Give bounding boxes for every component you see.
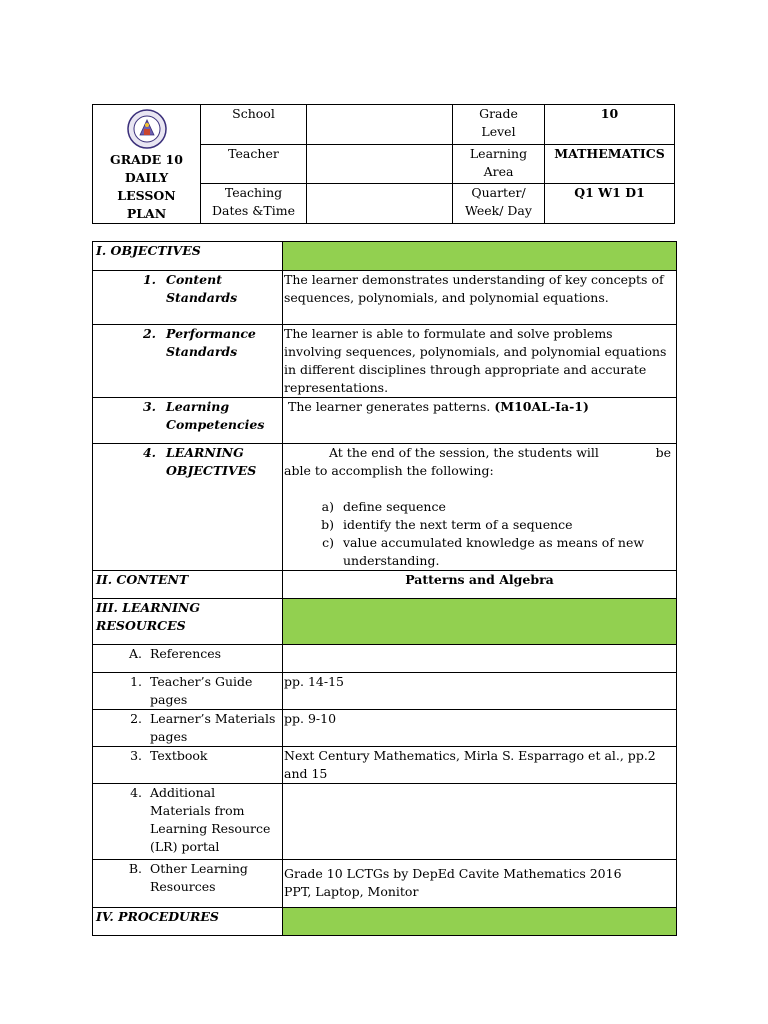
learning-competencies-row [93, 398, 677, 444]
performance-standards-label: 2. Performance Standards [142, 326, 256, 359]
quarter-label: Quarter/ Week/ Day [453, 184, 545, 224]
deped-seal-icon [127, 109, 167, 149]
resources-row [93, 599, 677, 645]
lm-label: 2. Learner’s Materials pages [130, 711, 276, 744]
dates-field[interactable] [307, 184, 453, 224]
title-cell [93, 105, 201, 224]
additional-row [93, 784, 677, 860]
objectives-row [93, 242, 677, 271]
resources-fill [283, 599, 677, 645]
lm-value: pp. 9-10 [283, 710, 677, 747]
title-line-2: DAILY [124, 170, 169, 185]
list-item: a) define sequence [321, 499, 446, 514]
other-resources-value: Grade 10 LCTGs by DepEd Cavite Mathematics 2016 PPT, Laptop, Monitor [283, 860, 677, 908]
content-standards-text: The learner demonstrates understanding of key concepts of sequences, polynomials, and polynomial equations. [283, 271, 677, 325]
performance-standards-row [93, 325, 677, 398]
grade-value: 10 [545, 105, 675, 145]
content-value: Patterns and Algebra [283, 571, 677, 599]
procedures-heading: IV. PROCEDURES [93, 908, 283, 936]
additional-label: 4. Additional Materials from Learning Resource (LR) portal [130, 785, 271, 854]
tg-label: 1. Teacher’s Guide pages [130, 674, 253, 707]
learning-objectives-row [93, 444, 677, 571]
content-standards-row [93, 271, 677, 325]
other-resources-row [93, 860, 677, 908]
other-resources-label: B. Other Learning Resources [128, 861, 248, 894]
objectives-list [284, 498, 673, 570]
tg-value: pp. 14-15 [283, 673, 677, 710]
title-line-3: LESSON [117, 188, 176, 203]
procedures-row [93, 908, 677, 936]
resources-heading: III. LEARNING RESOURCES [93, 599, 283, 645]
tg-row [93, 673, 677, 710]
lesson-plan-table [92, 241, 677, 936]
lm-row [93, 710, 677, 747]
list-item: c) value accumulated knowledge as means of new understanding. [322, 535, 645, 568]
textbook-value: Next Century Mathematics, Mirla S. Esparrago et al., pp.2 and 15 [283, 747, 677, 784]
content-heading: II. CONTENT [93, 571, 283, 599]
header-table [92, 104, 675, 224]
grade-label: Grade Level [453, 105, 545, 145]
teacher-field[interactable] [307, 144, 453, 184]
textbook-label: 3. Textbook [130, 748, 208, 763]
references-row [93, 645, 677, 673]
competency-code: (M10AL-Ia-1) [494, 399, 589, 414]
title-line-4: PLAN [126, 206, 167, 221]
dates-label: Teaching Dates &Time [201, 184, 307, 224]
objectives-heading: I. OBJECTIVES [93, 242, 283, 271]
additional-value [283, 784, 677, 860]
list-item: b) identify the next term of a sequence [321, 517, 573, 532]
content-standards-label: 1. Content Standards [142, 272, 238, 305]
school-label: School [201, 105, 307, 145]
teacher-label: Teacher [201, 144, 307, 184]
objectives-fill [283, 242, 677, 271]
area-value: MATHEMATICS [545, 144, 675, 184]
learning-competencies-text: The learner generates patterns. (M10AL-Ia-1) [283, 398, 677, 444]
textbook-row [93, 747, 677, 784]
title-line-1: GRADE 10 [110, 152, 183, 167]
references-label: A. References [128, 646, 222, 661]
quarter-value: Q1 W1 D1 [545, 184, 675, 224]
area-label: Learning Area [453, 144, 545, 184]
content-row [93, 571, 677, 599]
procedures-fill [283, 908, 677, 936]
school-field[interactable] [307, 105, 453, 145]
performance-standards-text: The learner is able to formulate and solve problems involving sequences, polynomials, and polynomial equations in different disciplines through appropriate and accurate representations. [283, 325, 677, 398]
learning-objectives-text: At the end of the session, the students will be able to accomplish the following: a) define sequence b) identify the next term of a sequence c) value accumulated knowledge as means of new understanding. [283, 444, 677, 571]
learning-competencies-label: 3. Learning Competencies [142, 399, 265, 432]
learning-objectives-label: 4. LEARNING OBJECTIVES [142, 445, 257, 478]
references-value [283, 645, 677, 673]
objectives-intro: At the end of the session, the students will be [329, 445, 671, 460]
